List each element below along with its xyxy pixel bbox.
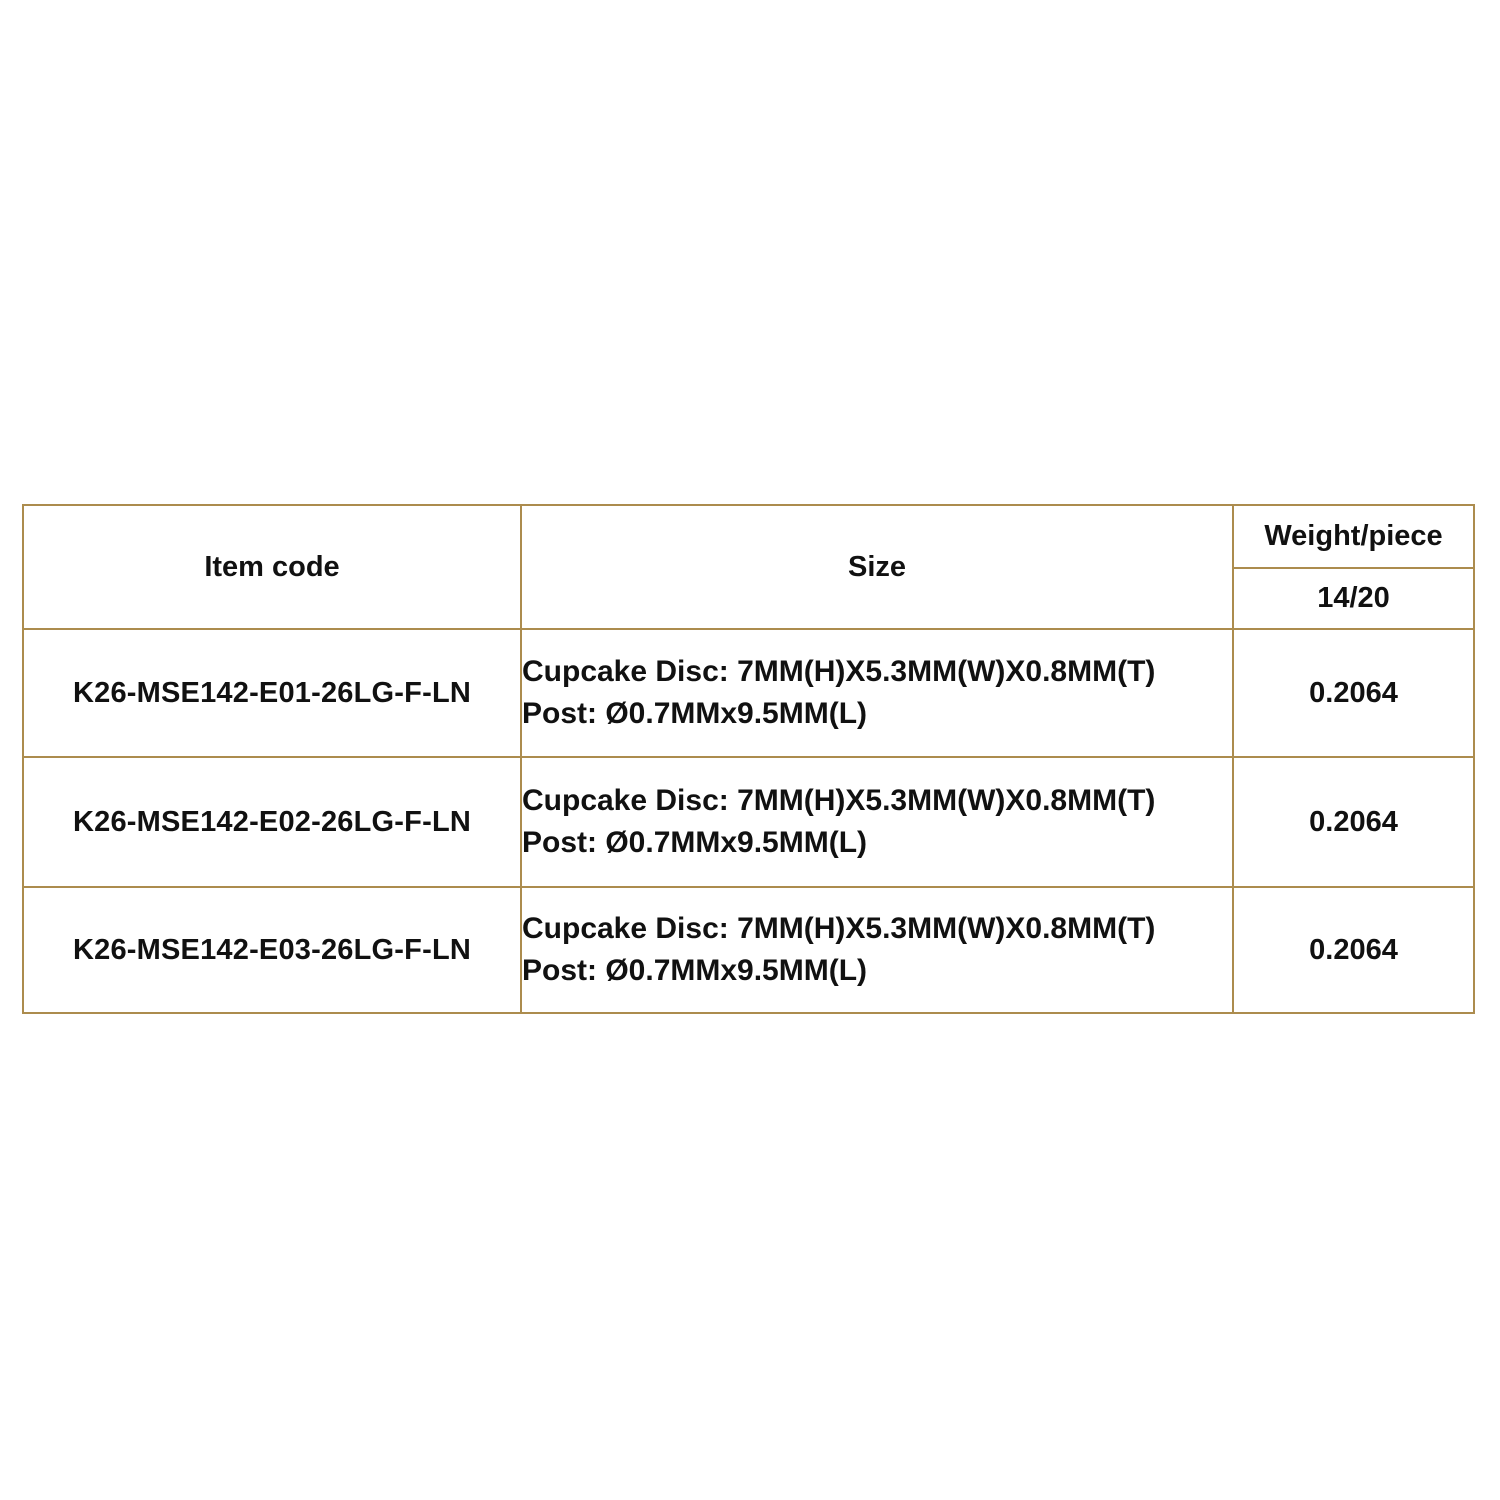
header-size: Size — [521, 505, 1233, 629]
weight-cell: 0.2064 — [1233, 887, 1474, 1013]
size-line-post: Post: Ø0.7MMx9.5MM(L) — [522, 697, 868, 730]
header-weight-piece: Weight/piece — [1233, 505, 1474, 568]
size-line-post: Post: Ø0.7MMx9.5MM(L) — [522, 954, 868, 987]
table-row — [23, 757, 1474, 887]
size-cell — [521, 887, 1233, 1013]
weight-cell: 0.2064 — [1233, 629, 1474, 757]
header-item-code: Item code — [23, 505, 521, 629]
size-line-disc: Cupcake Disc: 7MM(H)X5.3MM(W)X0.8MM(T) — [522, 784, 1156, 817]
size-cell — [521, 629, 1233, 757]
product-spec-table — [22, 504, 1475, 1014]
header-weight-sub: 14/20 — [1233, 568, 1474, 629]
item-code-cell: K26-MSE142-E01-26LG-F-LN — [23, 629, 521, 757]
header-row-top — [23, 505, 1474, 568]
size-line-disc: Cupcake Disc: 7MM(H)X5.3MM(W)X0.8MM(T) — [522, 655, 1156, 688]
table-row — [23, 887, 1474, 1013]
weight-cell: 0.2064 — [1233, 757, 1474, 887]
item-code-cell: K26-MSE142-E02-26LG-F-LN — [23, 757, 521, 887]
item-code-cell: K26-MSE142-E03-26LG-F-LN — [23, 887, 521, 1013]
size-line-post: Post: Ø0.7MMx9.5MM(L) — [522, 826, 868, 859]
size-line-disc: Cupcake Disc: 7MM(H)X5.3MM(W)X0.8MM(T) — [522, 912, 1156, 945]
size-cell — [521, 757, 1233, 887]
table-row — [23, 629, 1474, 757]
